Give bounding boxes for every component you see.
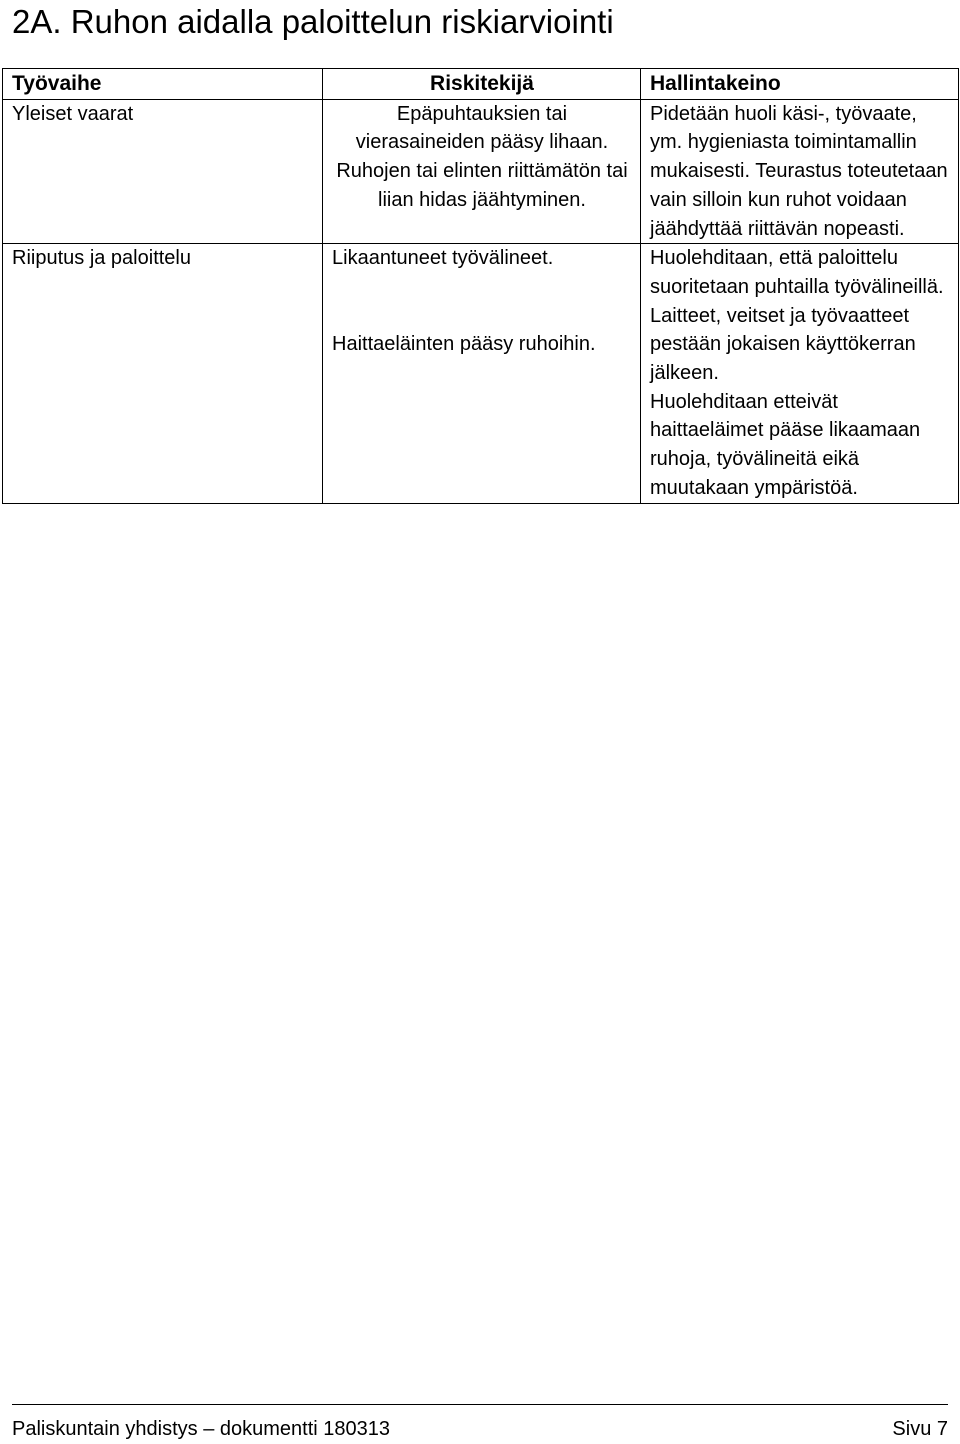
page-title: 2A. Ruhon aidalla paloittelun riskiarviointi: [12, 3, 614, 40]
footer-document-label: Paliskuntain yhdistys – dokumentti 180313: [12, 1418, 391, 1440]
table-row: [3, 244, 959, 503]
risk-text: Epäpuhtauksien tai vierasaineiden pääsy lihaan.: [355, 102, 609, 154]
risk-text: Haittaeläinten pääsy ruhoihin.: [332, 332, 596, 355]
control-text: Pidetään huoli käsi-, työvaate, ym. hygieniasta toimintamallin mukaisesti. Teurastus toteutetaan vain silloin kun ruhot voidaan jäähdyttää riittävän nopeasti.: [650, 102, 948, 240]
control-text: Huolehditaan etteivät haittaeläimet pääse likaamaan ruhoja, työvälineitä eikä muutakaan ympäristöä.: [650, 390, 921, 499]
risk-cell: [323, 99, 641, 244]
control-cell: [641, 244, 959, 503]
phase-cell: Yleiset vaarat: [3, 99, 323, 244]
control-cell: [641, 99, 959, 244]
table-header-row: [3, 69, 959, 100]
footer-page-number: Sivu 7: [892, 1418, 948, 1440]
risk-assessment-table: [2, 68, 959, 504]
table-row: [3, 99, 959, 244]
column-header-phase: Työvaihe: [3, 69, 323, 100]
risk-text: Likaantuneet työvälineet.: [332, 247, 554, 270]
risk-cell: [323, 244, 641, 503]
spacer: [332, 273, 632, 330]
risk-text: Ruhojen tai elinten riittämätön tai liian hidas jäähtyminen.: [336, 160, 628, 211]
column-header-risk: Riskitekijä: [323, 69, 641, 100]
page-footer: [12, 1404, 948, 1441]
column-header-control: Hallintakeino: [641, 69, 959, 100]
phase-cell: Riiputus ja paloittelu: [3, 244, 323, 503]
control-text: Huolehditaan, että paloittelu suoritetaan puhtailla työvälineillä. Laitteet, veitset ja työvaatteet pestään jokaisen käyttökerran jälkeen.: [650, 247, 944, 385]
